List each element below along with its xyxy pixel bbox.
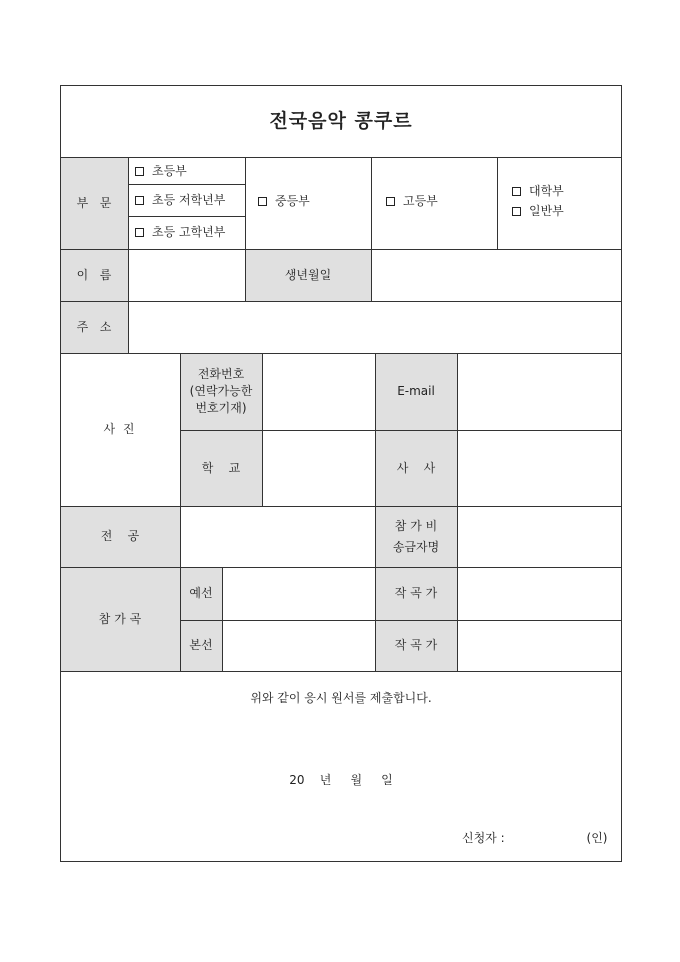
fee-label-line-1: 참 가 비 (394, 518, 438, 533)
statement-text: 위와 같이 응시 원서를 제출합니다. (250, 690, 432, 705)
seal-mark: (인) (586, 830, 608, 845)
checkbox-icon[interactable] (386, 197, 395, 206)
option-label: 초등부 (152, 163, 187, 178)
address-label: 주 소 (76, 319, 112, 334)
checkbox-icon[interactable] (512, 187, 521, 196)
name-field[interactable] (129, 250, 244, 300)
division-label: 부 문 (76, 195, 112, 210)
piece-label: 참 가 곡 (98, 611, 142, 626)
rule (128, 184, 245, 185)
composer-label-2: 작 곡 가 (394, 638, 438, 652)
option-label: 초등 고학년부 (152, 224, 226, 239)
fee-label (375, 506, 457, 567)
birth-label: 생년월일 (284, 267, 332, 282)
birth-field[interactable] (372, 250, 620, 300)
phone-label-line-3: 번호기재) (195, 401, 247, 415)
option-label: 초등 저학년부 (152, 192, 226, 207)
division-option-college[interactable] (512, 181, 612, 201)
rule (60, 157, 622, 158)
phone-label-line-2: (연락가능한 (189, 384, 253, 398)
fee-label-line-2: 송금자명 (392, 539, 440, 554)
email-label: E-mail (397, 384, 435, 398)
division-option-high[interactable] (386, 190, 486, 212)
prelim-label: 예선 (189, 586, 213, 600)
option-label: 일반부 (529, 203, 564, 218)
rule (497, 157, 498, 249)
option-label: 대학부 (529, 183, 564, 198)
major-field[interactable] (181, 507, 374, 566)
final-label: 본선 (189, 638, 213, 652)
school-label: 학 교 (201, 460, 241, 475)
teacher-label: 사 사 (396, 460, 436, 475)
division-option-elem-high[interactable] (135, 221, 245, 243)
teacher-field[interactable] (458, 431, 620, 505)
checkbox-icon[interactable] (258, 197, 267, 206)
prelim-composer-field[interactable] (458, 568, 620, 619)
email-field[interactable] (458, 354, 620, 429)
border-right (621, 85, 622, 862)
major-label: 전 공 (100, 529, 140, 543)
applicant-label: 신청자 : (462, 830, 505, 845)
address-field[interactable] (129, 302, 620, 352)
checkbox-icon[interactable] (512, 207, 521, 216)
phone-label-line-1: 전화번호 (197, 367, 245, 381)
option-label: 고등부 (403, 193, 438, 208)
checkbox-icon[interactable] (135, 167, 144, 176)
phone-label (180, 353, 262, 430)
checkbox-icon[interactable] (135, 196, 144, 205)
applicant-signature-field[interactable] (525, 826, 580, 848)
border-top (60, 85, 622, 86)
rule (128, 216, 245, 217)
phone-field[interactable] (263, 354, 374, 429)
division-option-elem-low[interactable] (135, 189, 245, 211)
option-label: 중등부 (275, 193, 310, 208)
fee-field[interactable] (458, 507, 620, 566)
photo-area: 사 진 (103, 422, 137, 436)
rule (60, 671, 622, 672)
border-bottom (60, 861, 622, 862)
name-label: 이 름 (76, 267, 112, 282)
composer-label-1: 작 곡 가 (394, 586, 438, 600)
date-line: 20 년 월 일 (289, 772, 393, 787)
division-option-general[interactable] (512, 201, 612, 221)
school-field[interactable] (263, 431, 374, 505)
division-option-middle[interactable] (258, 190, 358, 212)
checkbox-icon[interactable] (135, 228, 144, 237)
final-composer-field[interactable] (458, 621, 620, 670)
final-piece-field[interactable] (223, 621, 374, 670)
division-option-elem[interactable] (135, 160, 243, 182)
form-title: 전국음악 콩쿠르 (269, 109, 413, 132)
prelim-piece-field[interactable] (223, 568, 374, 619)
